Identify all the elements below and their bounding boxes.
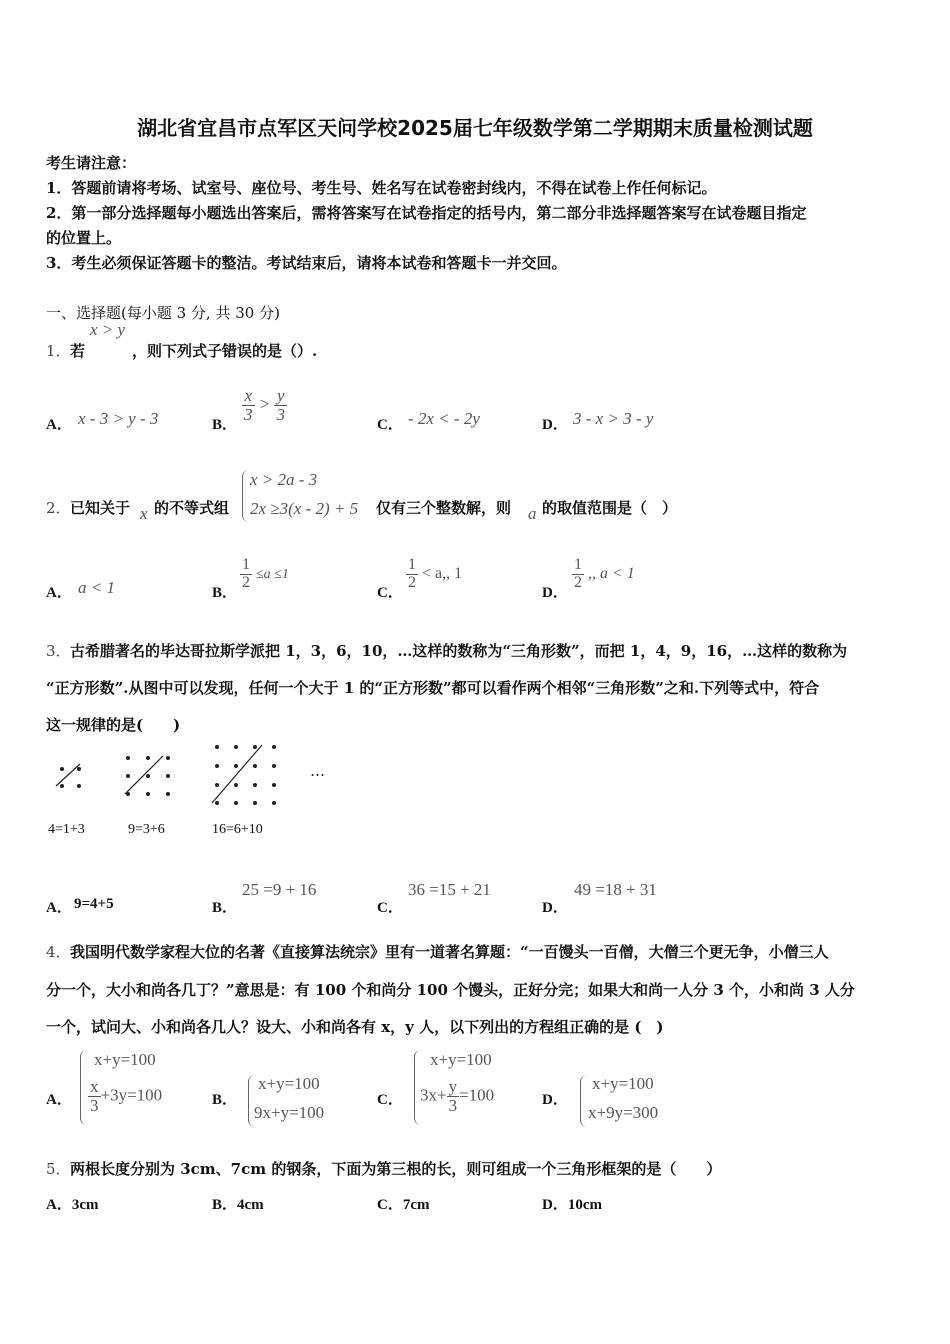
system-brace: [580, 1075, 587, 1127]
operator: >: [258, 394, 271, 414]
option-a-expr: 9=4+5: [74, 896, 114, 912]
equation-1: x+y=100: [592, 1074, 654, 1093]
equation-2: [420, 1078, 494, 1115]
option-a[interactable]: A．3cm: [46, 1197, 99, 1213]
dot: [253, 801, 257, 805]
question-text: 仅有三个整数解，则: [376, 499, 512, 517]
question-text: 古希腊著名的毕达哥拉斯学派把 1，3，6，10，…这样的数称为“三角形数”，而把 1，4，9，16，…这样的数称为: [70, 642, 848, 660]
fraction-denominator: 3: [448, 1095, 458, 1115]
dot: [126, 756, 130, 760]
dot: [166, 756, 170, 760]
page-title: 湖北省宜昌市点军区天问学校2025届七年级数学第二学期期末质量检测试题: [137, 116, 813, 140]
dot: [215, 783, 219, 787]
dot: [215, 764, 219, 768]
option-d[interactable]: D．: [542, 900, 568, 916]
dot: [60, 767, 64, 771]
equation-2: 9x+y=100: [254, 1103, 325, 1122]
option-b[interactable]: B．: [212, 585, 238, 601]
dot: [272, 764, 276, 768]
question-text: 这一规律的是( ): [46, 716, 181, 734]
question-text: 的取值范围是（ ）: [542, 499, 678, 517]
dot: [272, 783, 276, 787]
dot: [234, 764, 238, 768]
dot: [166, 792, 170, 796]
option-a[interactable]: A．: [46, 417, 72, 433]
question-text: 的不等式组: [154, 499, 230, 517]
equation-1: x+y=100: [430, 1050, 492, 1069]
question-number: 2．: [46, 499, 71, 517]
option-a[interactable]: A．: [46, 1092, 72, 1108]
dot: [146, 792, 150, 796]
figure-label: 4=1+3: [48, 822, 85, 837]
dot: [146, 756, 150, 760]
fraction-numerator: 1: [574, 556, 582, 573]
option-b[interactable]: B．4cm: [212, 1197, 264, 1213]
option-c[interactable]: C．: [377, 1092, 403, 1108]
dot: [60, 784, 64, 788]
dot: [215, 745, 219, 749]
option-d[interactable]: D．10cm: [542, 1197, 602, 1213]
fraction-denominator: 3: [276, 404, 285, 424]
option-b-expr: 25 =9 + 16: [242, 880, 317, 899]
notice-item: 的位置上。: [46, 229, 122, 247]
dot: [234, 783, 238, 787]
option-a-expr: x - 3 > y - 3: [78, 409, 159, 428]
option-d[interactable]: D．: [542, 417, 568, 433]
option-a-expr: a < 1: [78, 578, 115, 597]
dot: [253, 783, 257, 787]
option-c[interactable]: C．: [377, 900, 403, 916]
option-b[interactable]: B．: [212, 417, 238, 433]
expr-pre: 3x+: [420, 1085, 447, 1105]
system-brace: [80, 1050, 87, 1125]
dot: [253, 764, 257, 768]
option-b[interactable]: B．: [212, 900, 238, 916]
option-d[interactable]: D．: [542, 1092, 568, 1108]
condition: x > y: [90, 320, 126, 339]
dot: [272, 745, 276, 749]
question-text: ，则下列式子错误的是（）.: [132, 342, 318, 360]
dot: [215, 801, 219, 805]
expr-rest: =100: [459, 1085, 495, 1105]
section-heading: 一、选择题(每小题 3 分, 共 30 分): [46, 304, 280, 322]
inequality-1: x > 2a - 3: [250, 470, 318, 489]
fraction-denominator: 2: [574, 573, 582, 591]
option-a[interactable]: A．: [46, 585, 72, 601]
fraction-denominator: 3: [90, 1095, 99, 1115]
notice-item: 1．答题前请将考场、试室号、座位号、考生号、姓名写在试卷密封线内，不得在试卷上作任何标记。: [46, 179, 717, 197]
ellipsis: …: [310, 762, 325, 780]
fraction-numerator: x: [90, 1077, 99, 1096]
question-number: 4．: [46, 943, 71, 961]
dot: [126, 792, 130, 796]
expr-rest: ,, a < 1: [588, 564, 635, 582]
equation-2: x+9y=300: [588, 1103, 659, 1122]
fraction-denominator: 2: [408, 573, 416, 591]
fraction-numerator: x: [242, 387, 255, 406]
question-number: 1．: [46, 342, 71, 360]
variable: a: [528, 504, 537, 523]
equation-1: x+y=100: [258, 1074, 320, 1093]
figure-label: 9=3+6: [128, 822, 165, 837]
variable: x: [140, 504, 148, 523]
dot: [166, 774, 170, 778]
fraction-denominator: 3: [244, 404, 253, 424]
question-text: 已知关于: [70, 499, 131, 517]
notice-item: 2．第一部分选择题每小题选出答案后，需将答案写在试卷指定的括号内，第二部分非选择题答案写在试卷题目指定: [46, 204, 807, 222]
dot: [77, 784, 81, 788]
dot: [234, 801, 238, 805]
fraction-numerator: y: [274, 387, 287, 406]
dot: [77, 767, 81, 771]
option-c-expr: - 2x < - 2y: [408, 409, 480, 428]
question-text: 一个，试问大、小和尚各几人？设大、小和尚各有 x，y 人，以下列出的方程组正确的是 ( ): [46, 1018, 664, 1036]
figure-label: 16=6+10: [212, 822, 263, 837]
dot: [253, 745, 257, 749]
option-c[interactable]: C．: [377, 585, 403, 601]
dot: [146, 774, 150, 778]
fraction-numerator: 1: [242, 556, 250, 573]
fraction-denominator: 2: [242, 573, 250, 591]
question-text: “正方形数”.从图中可以发现，任何一个大于 1 的“正方形数”都可以看作两个相邻“三角形数”之和.下列等式中，符合: [46, 679, 820, 697]
question-text: 两根长度分别为 3cm、7cm 的钢条，下面为第三根的长，则可组成一个三角形框架的是（ ）: [70, 1160, 722, 1178]
expr-rest: < a,, 1: [422, 564, 463, 582]
question-text: 我国明代数学家程大位的名著《直接算法统宗》里有一道著名算题：“一百馒头一百僧，大僧三个更无争，小僧三人: [70, 943, 829, 961]
question-number: 5．: [46, 1160, 71, 1178]
inequality-2: 2x ≥3(x - 2) + 5: [250, 499, 359, 518]
notice-heading: 考生请注意：: [46, 154, 137, 172]
dot: [272, 801, 276, 805]
fraction-numerator: 1: [408, 556, 416, 573]
option-d-expr: 3 - x > 3 - y: [573, 409, 654, 428]
notice-item: 3．考生必须保证答题卡的整洁。考试结束后，请将本试卷和答题卡一并交回。: [46, 254, 567, 272]
equation-2: [88, 1078, 162, 1115]
option-c[interactable]: C．: [377, 417, 403, 433]
equation-1: x+y=100: [94, 1050, 156, 1069]
option-d[interactable]: D．: [542, 585, 568, 601]
dot: [234, 745, 238, 749]
option-a[interactable]: A．: [46, 900, 72, 916]
expr-rest: ≤a ≤1: [256, 566, 289, 582]
expr-rest: +3y=100: [100, 1085, 163, 1105]
option-c[interactable]: C．7cm: [377, 1197, 430, 1213]
option-b[interactable]: B．: [212, 1092, 238, 1108]
dot: [126, 774, 130, 778]
fraction-numerator: y: [448, 1077, 458, 1096]
question-number: 3．: [46, 642, 71, 660]
question-text: 分一个，大小和尚各几丁？”意思是：有 100 个和尚分 100 个馒头，正好分完；如果大和尚一人分 3 个，小和尚 3 人分: [46, 981, 855, 999]
option-c-expr: 36 =15 + 21: [408, 880, 491, 899]
option-d-expr: 49 =18 + 31: [574, 880, 657, 899]
question-text: 若: [70, 342, 86, 360]
